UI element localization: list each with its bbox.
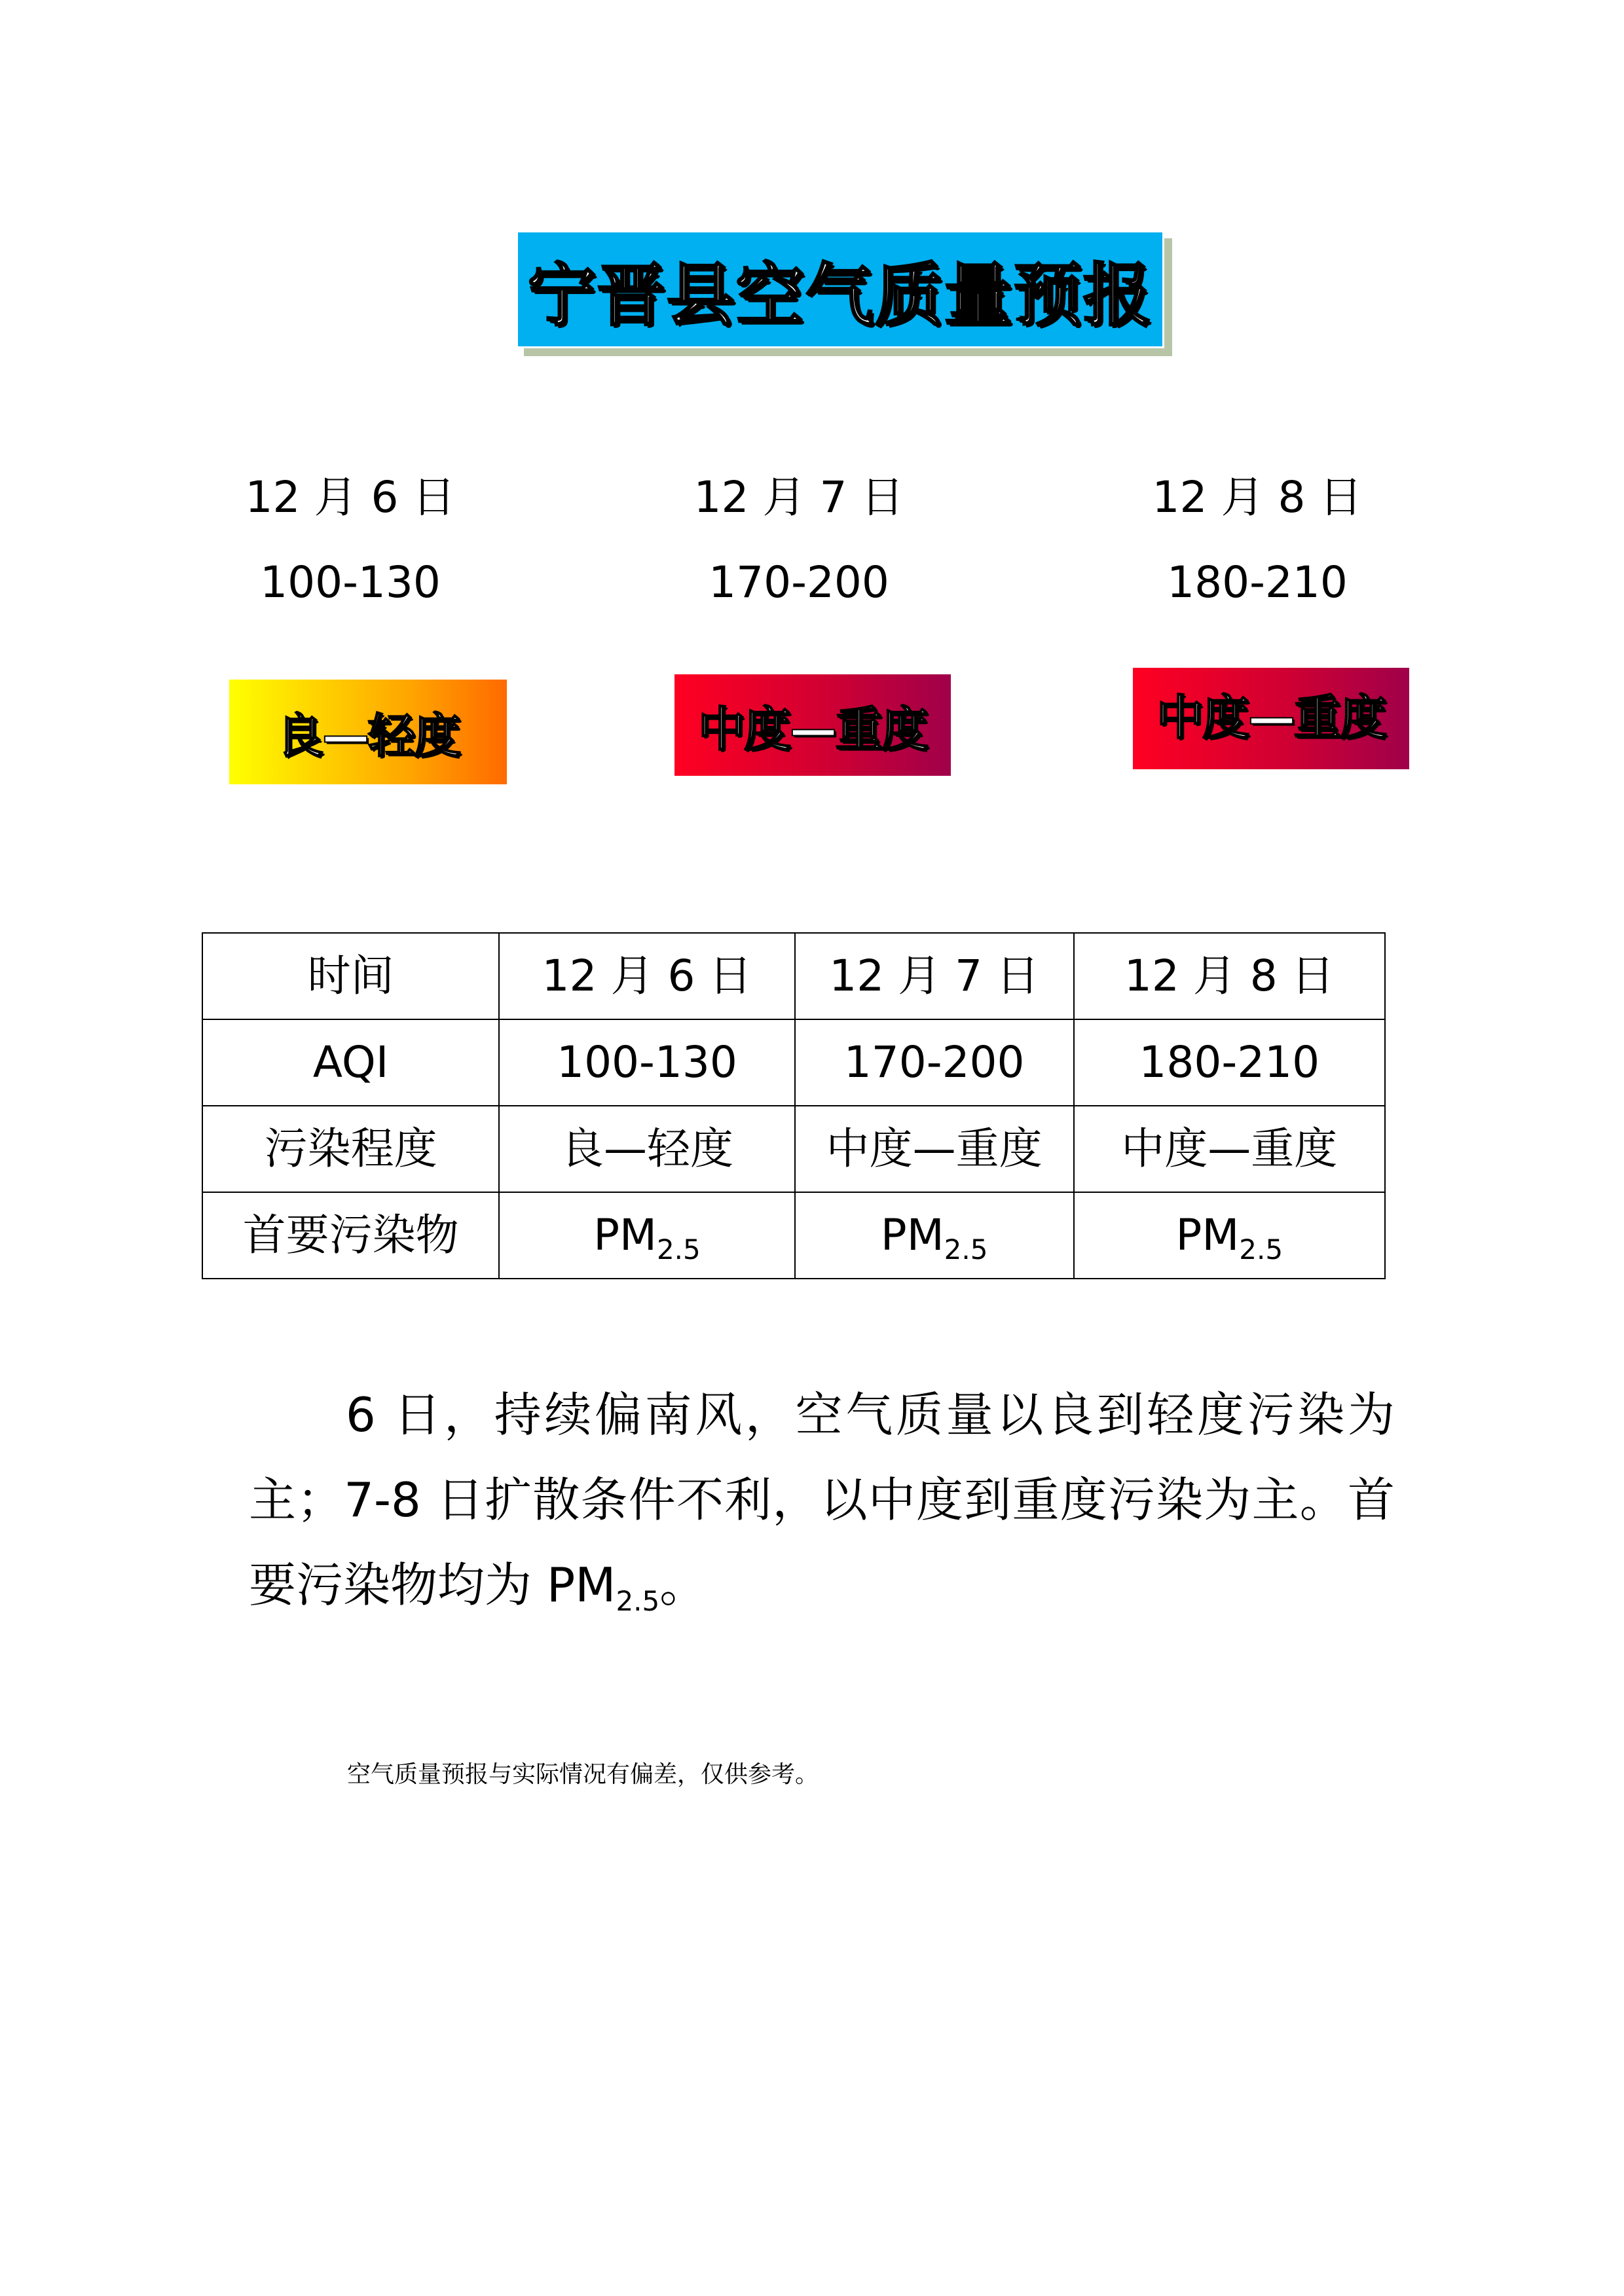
level-badge-label: 中度—重度 bbox=[1156, 689, 1386, 745]
table-row-label: AQI bbox=[202, 1019, 499, 1106]
level-badge-3 bbox=[1133, 668, 1409, 769]
table-header-cell: 12 月 7 日 bbox=[795, 933, 1074, 1019]
level-badge-label: 良—轻度 bbox=[276, 708, 460, 763]
forecast-date-3: 12 月 8 日 bbox=[1152, 472, 1363, 522]
table-cell: 良—轻度 bbox=[499, 1106, 795, 1192]
level-badge-1 bbox=[229, 680, 507, 784]
table-row-primary-pollutant bbox=[202, 1192, 1385, 1279]
table-cell: 180-210 bbox=[1074, 1019, 1385, 1106]
table-cell: $PM_{2.5}$ bbox=[795, 1192, 1074, 1279]
table-cell: 中度—重度 bbox=[795, 1106, 1074, 1192]
forecast-table bbox=[202, 932, 1386, 1279]
table-header-cell: 12 月 8 日 bbox=[1074, 933, 1385, 1019]
table-row-aqi bbox=[202, 1019, 1385, 1106]
level-badge-label: 中度—重度 bbox=[697, 701, 927, 757]
table-cell: 中度—重度 bbox=[1074, 1106, 1385, 1192]
table-row-label: 首要污染物 bbox=[202, 1192, 499, 1279]
table-cell: 170-200 bbox=[795, 1019, 1074, 1106]
table-header-cell: 时间 bbox=[202, 933, 499, 1019]
page-title: 宁晋县空气质量预报 bbox=[527, 255, 1153, 335]
table-row-label: 污染程度 bbox=[202, 1106, 499, 1192]
table-cell: 100-130 bbox=[499, 1019, 795, 1106]
forecast-range-2: 170-200 bbox=[709, 557, 889, 608]
forecast-range-3: 180-210 bbox=[1167, 557, 1348, 608]
level-badge-2 bbox=[674, 674, 951, 776]
forecast-date-2: 12 月 7 日 bbox=[693, 472, 904, 522]
table-header-row bbox=[202, 933, 1385, 1019]
title-banner bbox=[516, 230, 1164, 348]
disclaimer-note: 空气质量预报与实际情况有偏差，仅供参考。 bbox=[347, 1761, 819, 1788]
table-header-cell: 12 月 6 日 bbox=[499, 933, 795, 1019]
table-row-pollution-level bbox=[202, 1106, 1385, 1192]
table-cell: $PM_{2.5}$ bbox=[1074, 1192, 1385, 1279]
summary-paragraph: 6 日，持续偏南风，空气质量以良到轻度污染为主；7-8 日扩散条件不利，以中度到重度污染为主。首要污染物均为 $PM_{2.5}$。 bbox=[249, 1387, 1395, 1617]
table-cell: $PM_{2.5}$ bbox=[499, 1192, 795, 1279]
forecast-date-1: 12 月 6 日 bbox=[245, 472, 456, 522]
forecast-range-1: 100-130 bbox=[260, 557, 441, 608]
